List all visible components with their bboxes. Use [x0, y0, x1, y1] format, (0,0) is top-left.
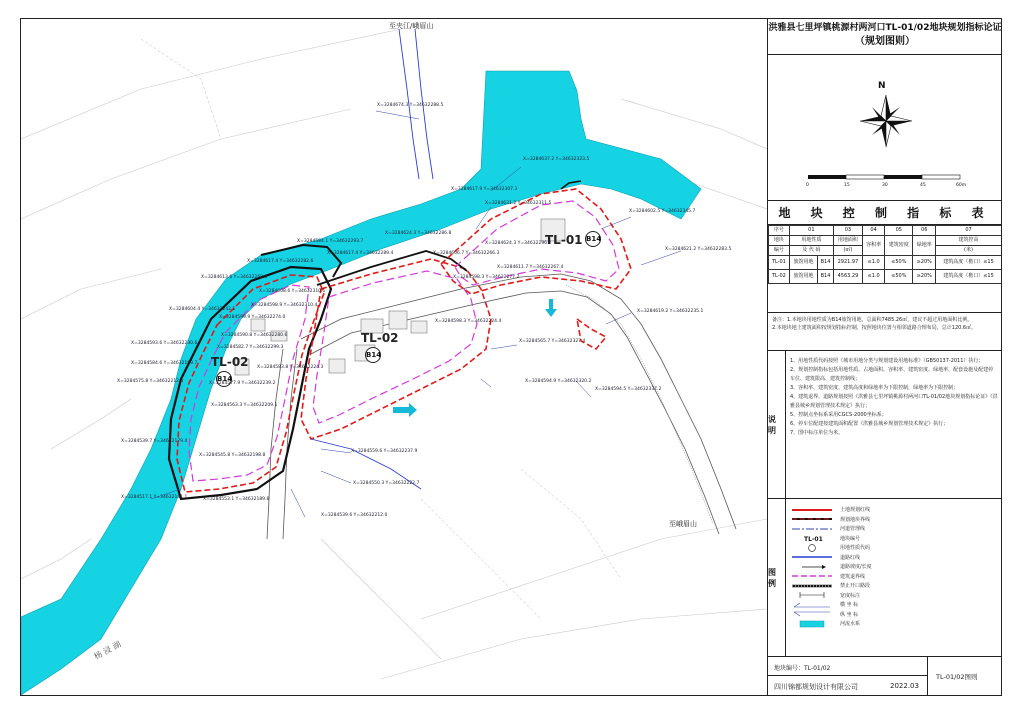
legend-text: 建筑退界线 [840, 573, 866, 580]
coordinate-label: X=3284539.7 Y=34632179.4 [121, 439, 188, 444]
coordinate-label: X=3284577.9 Y=34632239.2 [209, 381, 276, 386]
coordinate-label: X=3284624.3 Y=34632296.2 [485, 241, 552, 246]
coordinate-label: X=3284598.3 Y=34632277.2 [453, 275, 520, 280]
coordinate-label: X=3284575.8 Y=34632212.0 [117, 379, 184, 384]
legend-section [768, 499, 1002, 657]
coordinate-label: X=3284583.8 Y=34632224.3 [257, 365, 324, 370]
parcel-number-symbol [790, 534, 834, 542]
table-cell: 01 [789, 226, 833, 236]
indicator-table-title: 地 块 控 制 指 标 表 [768, 201, 1002, 225]
description-list [790, 357, 998, 438]
road-label-east: 至峨眉山 [669, 520, 697, 528]
scale-bar [808, 173, 968, 183]
table-cell: 编号 [769, 246, 790, 256]
parcel-id-tl02-west: TL-02 [211, 355, 249, 369]
plan-subtitle: （规划图则） [855, 36, 915, 47]
parcel-code-tl02-west: B14 [216, 371, 232, 387]
table-cell: ≥20% [913, 270, 936, 284]
river-management-line-symbol [790, 525, 834, 533]
coordinate-label: X=3284584.1 Y=34632293.7 [297, 239, 364, 244]
coordinate-label: X=3284617.4 Y=34632282.6 [247, 259, 314, 264]
coordinate-label: X=3284582.7 Y=34632299.3 [217, 345, 284, 350]
table-cell: 旅馆用地 [789, 270, 817, 284]
indicator-table [768, 225, 1002, 284]
legend-item [790, 543, 998, 553]
coordinate-label: X=3284550.3 Y=34632222.7 [353, 481, 420, 486]
table-cell: 建筑控高 [936, 236, 1002, 246]
legend-item [790, 553, 998, 563]
scale-tick: 60m [956, 183, 967, 188]
legend-item [790, 505, 998, 515]
legend-item [790, 591, 998, 601]
legend-item [790, 562, 998, 572]
coordinate-label: X=3284624.3 Y=34632286.8 [385, 231, 452, 236]
coordinate-label: X=3284598.9 Y=34632310.4 [251, 303, 318, 308]
coordinate-label: X=3284637.2 Y=34632323.5 [523, 157, 590, 162]
legend-text: 纵 坐 标 [840, 611, 859, 618]
legend-item [790, 600, 998, 610]
road-label-north: 至夹江/峨眉山 [389, 22, 434, 30]
coordinate-label: X=3284545.8 Y=34632198.8 [199, 453, 266, 458]
compass-rose-icon [858, 93, 914, 149]
legend-item [790, 572, 998, 582]
coordinate-label: X=3284611.7 Y=34632267.4 [497, 265, 564, 270]
building-setback-symbol [790, 572, 834, 580]
x-coordinate-symbol [790, 601, 834, 609]
table-cell: (米) [936, 246, 1002, 256]
footer-date: 2022.03 [890, 682, 919, 690]
description-item: 2、规划控制指标包括用地性质、占地面积、容积率、建筑密度、绿地率、配套设施及配建停车位、建筑限高、建筑控制线； [790, 367, 994, 382]
coordinate-label: X=3284594.9 Y=34632320.2 [525, 379, 592, 384]
description-item: 1、用地性质代码按照《城市用地分类与规划建设用地标准》（GB50137-2011）执行； [790, 358, 984, 364]
road-slope-hatch [566, 285, 713, 524]
road-red-line-symbol [790, 553, 834, 561]
table-cell: ≥20% [913, 256, 936, 270]
table-cell: TL-02 [769, 270, 790, 284]
indicator-table-section [768, 201, 1002, 313]
legend-item [790, 524, 998, 534]
y-coordinate-symbol [790, 610, 834, 618]
table-cell: 建筑高度（檐口）≤15 [936, 270, 1002, 284]
table-cell: 07 [936, 226, 1002, 236]
table-cell: 建筑密度 [885, 236, 913, 256]
description-item: 7、图中标注单位为米。 [790, 430, 844, 436]
coordinate-label: X=3284559.6 Y=34632237.9 [351, 449, 418, 454]
footer-cell [768, 657, 928, 676]
note-line: 2.本地块地上建筑面积按规划指标控制，按照地块位置与相邻道路合理布局，总计120.6㎡。 [772, 325, 977, 331]
legend-item [790, 515, 998, 525]
table-cell: 序号 [769, 226, 790, 236]
table-row [769, 270, 1002, 284]
legend-item [790, 619, 998, 629]
description-item: 3、容积率、建筑密度、建筑高度和绿地率为下限控制，绿地率为下限控制； [790, 385, 959, 391]
table-cell: 旅馆用地 [789, 256, 817, 270]
coordinate-label: X=3284584.6 Y=34632199.7 [131, 361, 198, 366]
coordinate-label: X=3284539.6 Y=34632212.0 [321, 513, 388, 518]
footer-cell [928, 657, 1002, 695]
footer-cell [768, 676, 928, 695]
scale-tick: 45 [920, 183, 926, 188]
scale-tick: 0 [806, 183, 809, 188]
coordinate-label: X=3284613.6 Y=34632268.8 [201, 275, 268, 280]
legend-text: 禁止开口路段 [840, 583, 871, 590]
table-cell: 地块 [769, 236, 790, 246]
table-cell: 04 [863, 226, 885, 236]
table-cell: ≤50% [885, 270, 913, 284]
coordinate-label: X=3284606.7 Y=34632266.3 [433, 251, 500, 256]
notes-section [768, 313, 1002, 351]
drawing-frame [20, 18, 1002, 696]
svg-text:TL-01: TL-01 [804, 536, 823, 543]
coordinate-label: X=3284619.2 Y=34632235.1 [637, 309, 704, 314]
table-row [769, 226, 1002, 236]
plan-title: 洪雅县七里坪镇桃源村两河口TL-01/02地块规划指标论证 [768, 23, 1002, 33]
parcel-id-tl02-main: TL-02 [361, 331, 399, 345]
legend-text: 土地规划红线 [840, 507, 871, 514]
table-cell: 05 [885, 226, 913, 236]
scale-ticks [806, 183, 976, 191]
legend-text: 用地性质代码 [840, 545, 871, 552]
table-cell: 03 [833, 226, 862, 236]
description-item: 5、控制点坐标系采用CGCS-2000坐标系； [790, 412, 887, 418]
coordinate-label: X=3284517.1 Y=34632181.1 [121, 495, 188, 500]
river-water-symbol [790, 620, 834, 628]
table-cell: 建筑高度（檐口）≤15 [936, 256, 1002, 270]
footer-section [768, 657, 1002, 695]
coordinate-label: X=3284617.9 Y=34632307.3 [451, 187, 518, 192]
footer-sheet-name: TL-01/02图则 [936, 673, 978, 681]
table-cell: 06 [913, 226, 936, 236]
coordinate-label: X=3284608.6 Y=34632310.1 [259, 289, 326, 294]
coordinate-label: X=3284631.2 Y=34632311.5 [485, 201, 552, 206]
legend-list [790, 505, 998, 629]
table-cell: (㎡) [833, 246, 862, 256]
coordinate-label: X=3284599.9 Y=34632274.0 [219, 315, 286, 320]
table-cell: 绿地率 [913, 236, 936, 256]
table-cell: B14 [818, 270, 834, 284]
table-row [769, 256, 1002, 270]
parcel-code-tl02-main: B14 [365, 347, 381, 363]
coordinate-label: X=3284593.6 Y=34632230.6 [131, 341, 198, 346]
table-cell: 容积率 [863, 236, 885, 256]
panel-title [768, 19, 1002, 55]
road-slope-symbol [790, 563, 834, 571]
scale-tick: 15 [844, 183, 850, 188]
table-cell: 2921.97 [833, 256, 862, 270]
coordinate-label: X=3284604.4 Y=34632242.1 [169, 307, 236, 312]
legend-text: 宽度标注 [840, 592, 861, 599]
parcel-code-tl01: B14 [585, 231, 601, 247]
table-cell: ≤1.0 [863, 256, 885, 270]
map-area[interactable] [21, 19, 767, 695]
table-cell: 用地面积 [833, 236, 862, 246]
legend-item [790, 534, 998, 544]
coordinate-label: X=3284617.4 Y=34632289.4 [327, 251, 394, 256]
footer-parcel-label: 地块编号：TL-01/02 [774, 665, 831, 672]
description-section [768, 351, 1002, 499]
width-dimension-symbol [790, 591, 834, 599]
table-cell: ≤50% [885, 256, 913, 270]
description-item: 4、建筑退界、道路规划按照《洪雅县七里坪镇桃源村两河口TL-01/02地块规划指标论证》《洪雅县城乡规划管理技术规定》执行； [790, 394, 998, 409]
legend-text: 地块编号 [840, 535, 861, 542]
table-cell: TL-01 [769, 256, 790, 270]
coordinate-label: X=3284621.2 Y=34632283.5 [665, 247, 732, 252]
coordinate-label: X=3284598.3 Y=34632224.4 [435, 319, 502, 324]
table-cell: 用地性质 [789, 236, 833, 246]
coordinate-label: X=3284563.3 Y=34632209.1 [211, 403, 278, 408]
legend-text: 河道管理线 [840, 526, 866, 533]
coordinate-label: X=3284594.5 Y=34632337.2 [595, 387, 662, 392]
coordinate-label: X=3284590.8 Y=34632280.6 [221, 333, 288, 338]
table-cell: ≤1.0 [863, 270, 885, 284]
compass-section [768, 55, 1002, 201]
table-cell: B14 [818, 256, 834, 270]
legend-text: 道路坡度/长度 [840, 564, 872, 571]
coordinate-label: X=3284602.5 Y=34632345.7 [629, 209, 696, 214]
legend-text: 道路红线 [840, 554, 861, 561]
coordinate-label: X=3284565.7 Y=34632327.4 [519, 339, 586, 344]
legend-text: 规划地块界线 [840, 516, 871, 523]
coordinate-label: X=3284553.1 Y=34632189.8 [203, 497, 270, 502]
no-opening-symbol [790, 582, 834, 590]
land-red-line-symbol [790, 506, 834, 514]
coordinate-label: X=3284674.3 Y=34632288.5 [377, 103, 444, 108]
description-item: 6、停车位配建按建筑面积配置《洪雅县城乡规划管理技术规定》执行； [790, 421, 949, 427]
description-label: 说 明 [768, 351, 786, 498]
legend-text: 横 坐 标 [840, 602, 859, 609]
road-west [267, 349, 283, 539]
river-label: 杨 浸 湖 [92, 639, 123, 662]
parcel-boundary-symbol [790, 515, 834, 523]
legend-item [790, 581, 998, 591]
footer-company: 四川锦都规划设计有限公司 [774, 683, 858, 691]
legend-label: 图 例 [768, 499, 786, 656]
legend-text: 河流水系 [840, 621, 861, 628]
table-cell: 及 代 码 [789, 246, 833, 256]
land-use-code-symbol [790, 544, 834, 552]
legend-item [790, 610, 998, 620]
info-panel [767, 19, 1001, 695]
table-row [769, 236, 1002, 246]
scale-tick: 30 [882, 183, 888, 188]
note-line: 备注：1.本地块用地性质为B14旅馆用地，总面积7485.26㎡，建议不超过用地面积比例。 [772, 317, 973, 323]
table-cell: 4563.29 [833, 270, 862, 284]
site-plan-map [21, 19, 767, 695]
parcel-id-tl01: TL-01 [545, 233, 583, 247]
north-label: N [878, 81, 886, 91]
